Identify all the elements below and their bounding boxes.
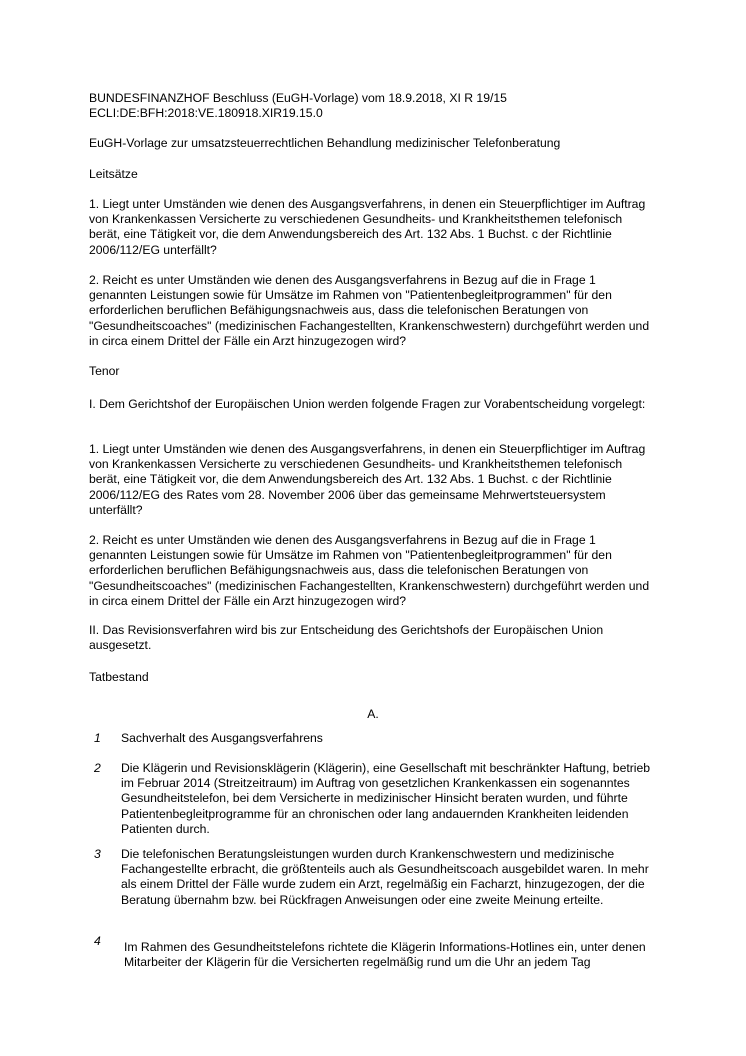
tenor-question-2: 2. Reicht es unter Umständen wie denen des Ausgangsverfahrens in Bezug auf die in Frage 1 genannten Leistungen sowie für Umsätze im Rahmen von "Patientenbegleitprogrammen" für den erforderlichen beruflichen Befähigungsnachweis aus, dass die telefonischen Beratungen von "Gesundheitscoaches" (medizinischen Fachangestellten, Krankenschwestern) durchgeführt werden und in circa einem Drittel der Fälle ein Arzt hinzugezogen wird? [89, 533, 650, 608]
leitsatz-1: 1. Liegt unter Umständen wie denen des Ausgangsverfahrens, in denen ein Steuerpflichtiger im Auftrag von Krankenkassen Versicherte zu verschiedenen Gesundheits- und Krankheitsthemen telefonisch berät, eine Tätigkeit vor, die dem Anwendungsbereich des Art. 132 Abs. 1 Buchst. c der Richtlinie 2006/112/EG unterfällt? [89, 197, 646, 257]
tenor-outro: II. Das Revisionsverfahren wird bis zur Entscheidung des Gerichtshofs der Europäischen Union ausgesetzt. [89, 623, 604, 653]
paragraph-number: 4 [94, 934, 101, 948]
paragraph-text: Die telefonischen Beratungsleistungen wurden durch Krankenschwestern und medizinische Fachangestellte erbracht, die größtenteils auch als Gesundheitscoach ausgebildet waren. In mehr als einem Drittel der Fälle wurde zudem ein Arzt, regelmäßig ein Facharzt, hinzugezogen, der die Beratung übernahm bzw. bei Rückfragen Anweisungen oder eine zweite Meinung erteilte. [121, 847, 649, 907]
tenor-heading: Tenor [89, 364, 120, 378]
tenor-question-1: 1. Liegt unter Umständen wie denen des Ausgangsverfahrens, in denen ein Steuerpflichtiger im Auftrag von Krankenkassen Versicherte zu verschiedenen Gesundheits- und Krankheitsthemen telefonisch berät, eine Tätigkeit vor, die dem Anwendungsbereich des Art. 132 Abs. 1 Buchst. c der Richtlinie 2006/112/EG des Rates vom 28. November 2006 über das gemeinsame Mehrwertsteuersystem unterfällt? [89, 442, 646, 517]
leitsatz-2: 2. Reicht es unter Umständen wie denen des Ausgangsverfahrens in Bezug auf die in Frage 1 genannten Leistungen sowie für Umsätze im Rahmen von "Patientenbegleitprogrammen" für den erforderlichen beruflichen Befähigungsnachweis aus, dass die telefonischen Beratungen von "Gesundheitscoaches" (medizinischen Fachangestellten, Krankenschwestern) durchgeführt werden und in circa einem Drittel der Fälle ein Arzt hinzugezogen wird? [89, 273, 650, 348]
paragraph-text: Die Klägerin und Revisionsklägerin (Klägerin), eine Gesellschaft mit beschränkter Haftung, betrieb im Februar 2014 (Streitzeitraum) im Auftrag von gesetzlichen Krankenkassen ein sogenanntes Gesundheitstelefon, bei dem Versicherte in medizinischer Hinsicht beraten wurden, und führte Patientenbegleitprogramme für an chronischen oder lang andauernden Krankheiten leidenden Patienten durch. [121, 761, 651, 836]
paragraph-number: 1 [94, 731, 101, 745]
paragraph-text: Im Rahmen des Gesundheitstelefons richtete die Klägerin Informations-Hotlines ein, unter denen Mitarbeiter der Klägerin für die Versicherten regelmäßig rund um die Uhr an jedem Tag [124, 940, 646, 970]
leitsaetze-heading: Leitsätze [89, 167, 138, 181]
document-title: EuGH-Vorlage zur umsatzsteuerrechtlichen Behandlung medizinischer Telefonberatung [89, 136, 561, 150]
paragraph-text: Sachverhalt des Ausgangsverfahrens [121, 731, 323, 745]
paragraph-number: 2 [94, 761, 101, 775]
paragraph-number: 3 [94, 847, 101, 861]
ecli-line: ECLI:DE:BFH:2018:VE.180918.XIR19.15.0 [89, 106, 323, 120]
tenor-intro: I. Dem Gerichtshof der Europäischen Union werden folgende Fragen zur Vorabentscheidung vorgelegt: [89, 397, 646, 411]
section-label: A. [367, 707, 379, 721]
tatbestand-heading: Tatbestand [89, 670, 149, 684]
citation-line: BUNDESFINANZHOF Beschluss (EuGH-Vorlage) vom 18.9.2018, XI R 19/15 [89, 91, 507, 105]
